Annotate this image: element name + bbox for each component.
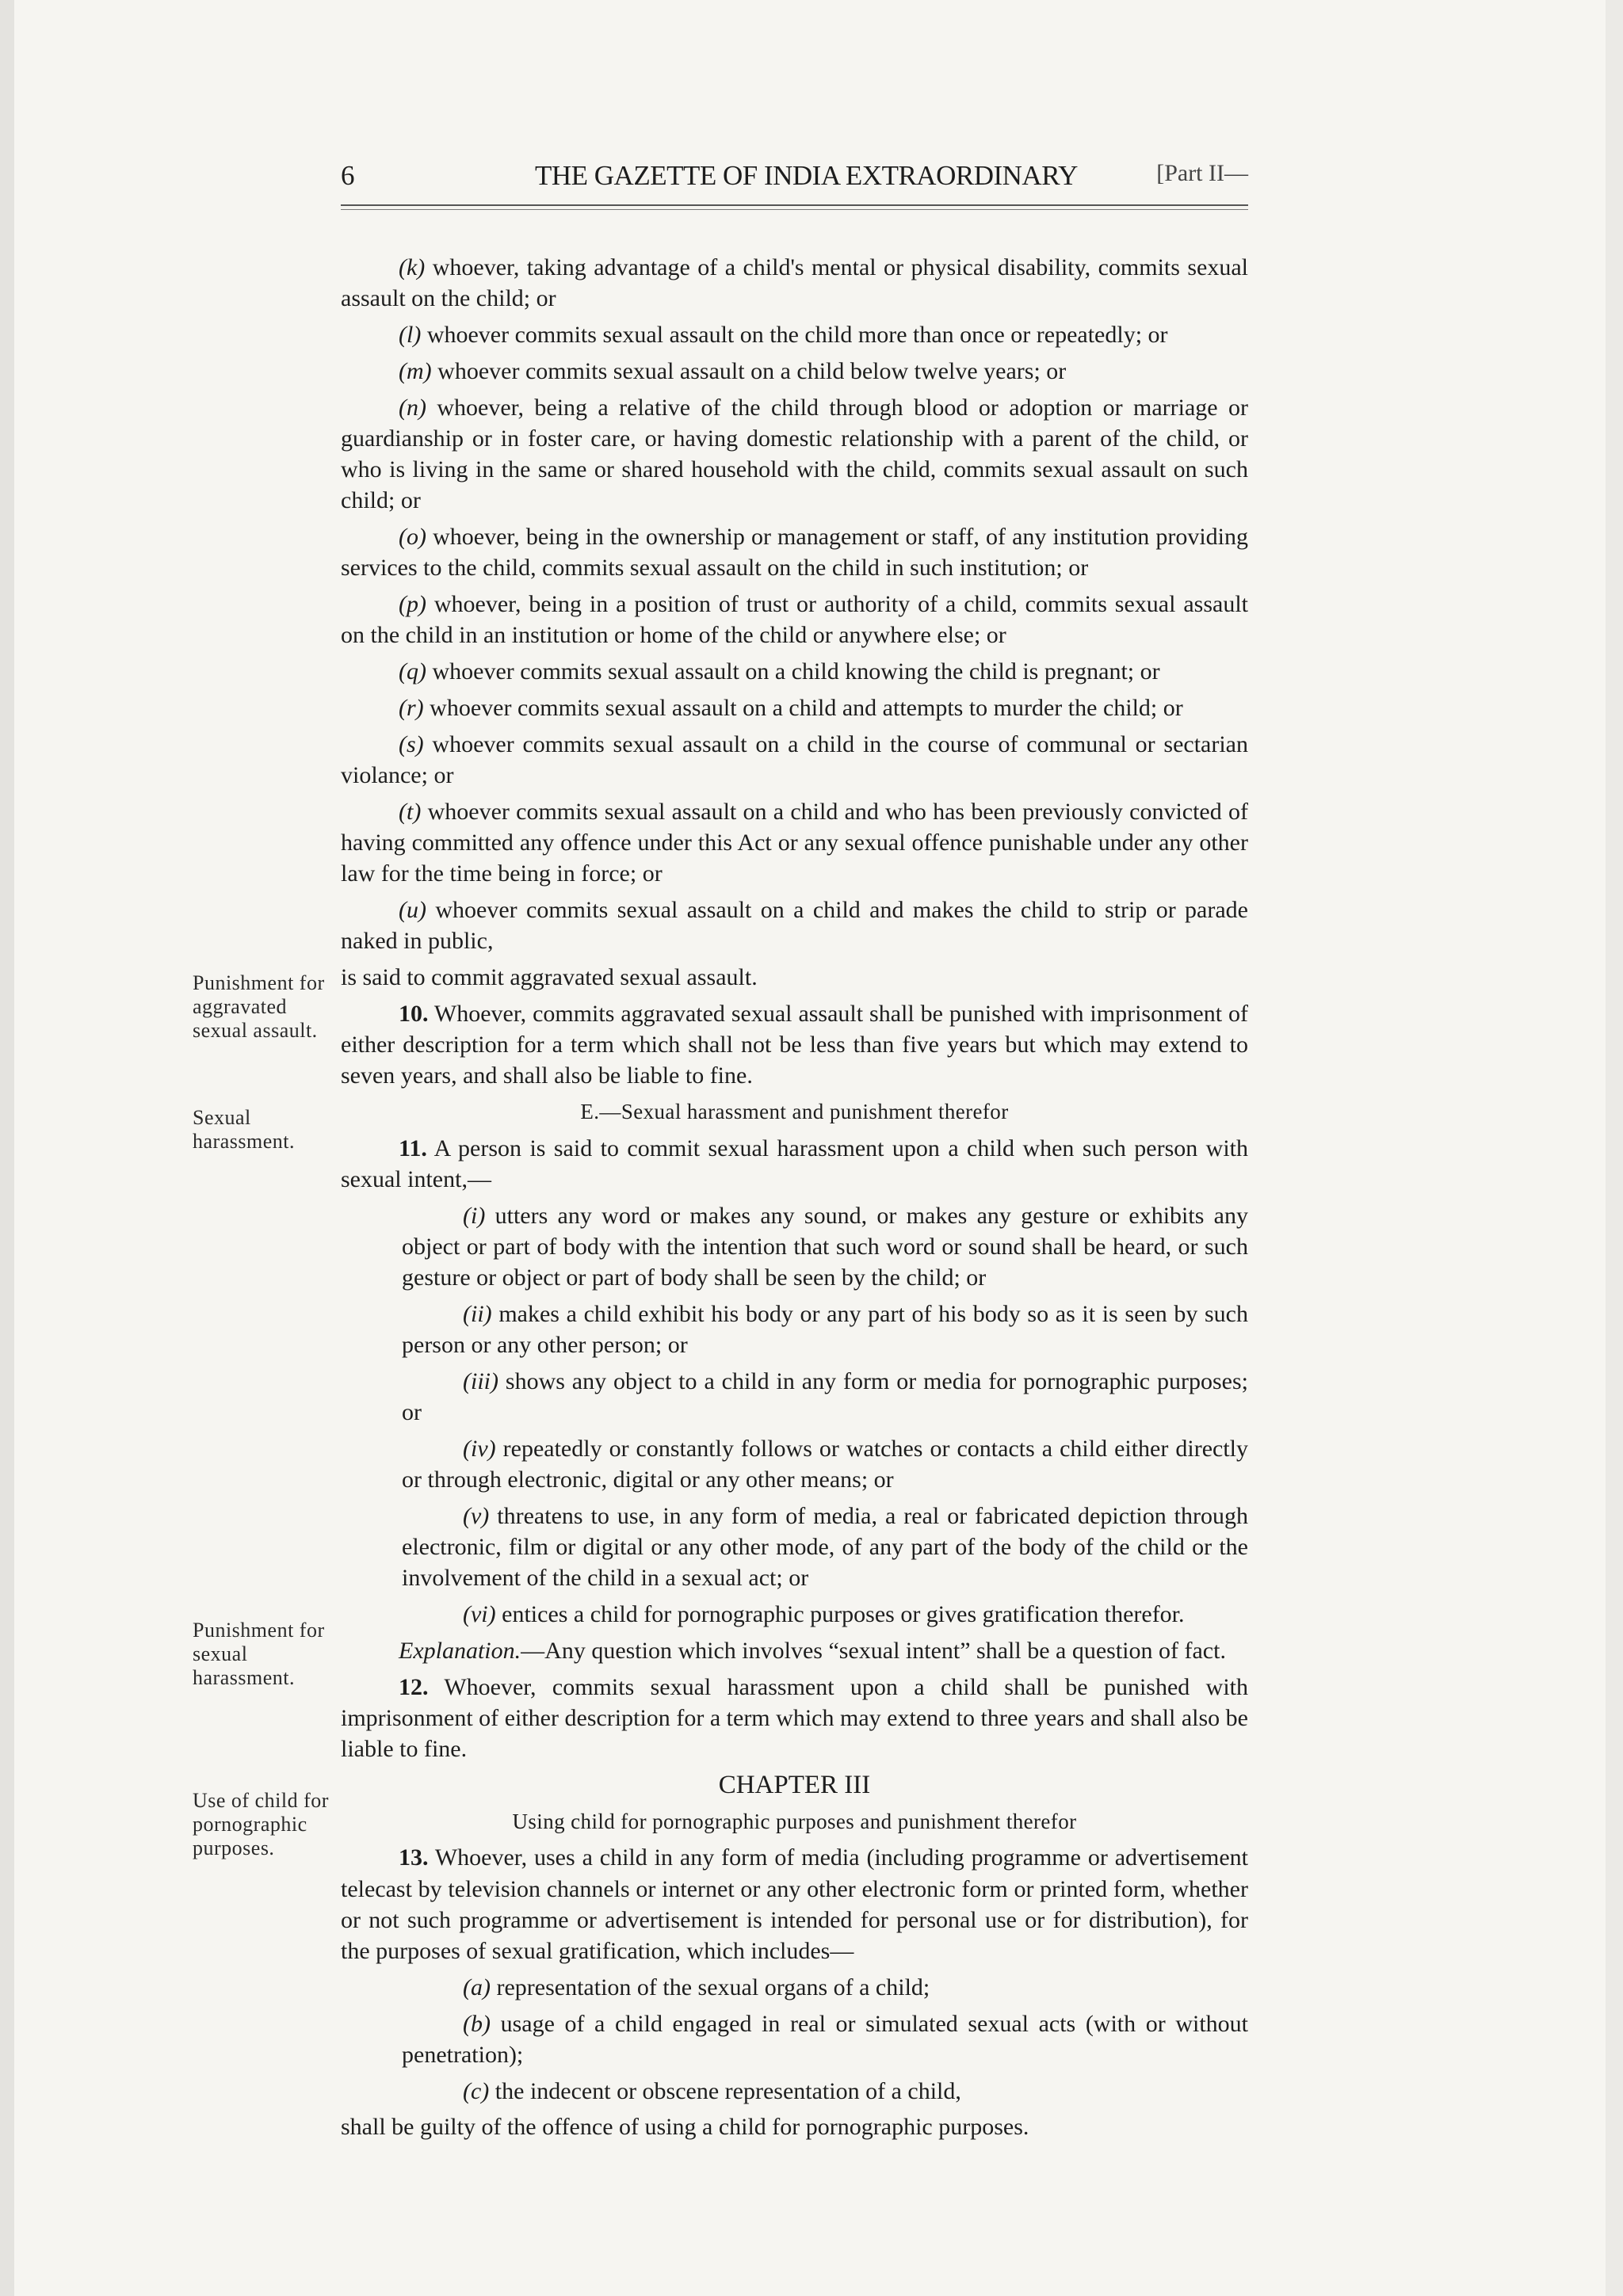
clause-label: (m) <box>399 357 432 384</box>
clause-t <box>341 796 1248 890</box>
clause-text: representation of the sexual organs of a child; <box>490 1974 930 2000</box>
clause-label: (q) <box>399 658 426 685</box>
chapter-subtitle: Using child for pornographic purposes and punishment therefor <box>512 1809 1077 1833</box>
section-11-item-i <box>341 1200 1248 1294</box>
header-rule <box>341 204 1248 206</box>
clause-label: (vi) <box>463 1601 496 1627</box>
clause-label: (n) <box>399 394 426 421</box>
clause-text: Whoever, commits sexual harassment upon a child shall be punished with imprisonment of either description for a term which may extend to three years and shall also be liable to fine. <box>341 1673 1248 1762</box>
section-13 <box>341 1842 1248 1966</box>
clause-label: (l) <box>399 322 422 348</box>
clause-q <box>341 656 1248 687</box>
clause-text: makes a child exhibit his body or any part of his body so as it is seen by such person or any other person; or <box>402 1300 1248 1358</box>
clause-text: entices a child for pornographic purposes or gives gratification therefor. <box>495 1601 1185 1627</box>
section-12 <box>341 1672 1248 1765</box>
clause-text: usage of a child engaged in real or simulated sexual acts (with or without penetration); <box>402 2010 1248 2068</box>
clause-text: whoever, taking advantage of a child's mental or physical disability, commits sexual assault on the child; or <box>341 254 1248 312</box>
section-11-item-iii <box>341 1366 1248 1428</box>
clause-text: A person is said to commit sexual harassment upon a child when such person with sexual intent,— <box>341 1135 1248 1192</box>
clause-label: (k) <box>399 254 426 280</box>
clause-u <box>341 894 1248 956</box>
section-11-item-v <box>341 1501 1248 1594</box>
clause-label: (p) <box>399 591 426 617</box>
clause-text: whoever, being a relative of the child through blood or adoption or marriage or guardianship or in foster care, or having domestic relationship with a parent of the child, or who is living in the same or shared household with the child, commits sexual assault on such child; or <box>341 394 1248 514</box>
clause-label: (b) <box>463 2010 491 2037</box>
section-11-item-iv <box>341 1433 1248 1495</box>
clause-text: threatens to use, in any form of media, a real or fabricated depiction through electronic, film or digital or any other mode, of any part of the body of the child or the involvement of the child in a sexual act; or <box>402 1502 1248 1592</box>
clause-label: Explanation. <box>399 1637 521 1664</box>
clause-text: —Any question which involves “sexual intent” shall be a question of fact. <box>521 1637 1226 1664</box>
clause-text: Whoever, commits aggravated sexual assault shall be punished with imprisonment of either description for a term which shall not be less than five years but which may extend to seven years, and shall also be liable to fine. <box>341 1000 1248 1089</box>
clause-o <box>341 521 1248 583</box>
clause-n <box>341 392 1248 517</box>
clause-label: (ii) <box>463 1300 492 1327</box>
clause-text: repeatedly or constantly follows or watches or contacts a child either directly or through electronic, digital or any other means; or <box>402 1435 1248 1493</box>
clause-label: (r) <box>399 694 424 721</box>
header-rule-thin <box>341 209 1248 210</box>
section-11-item-ii <box>341 1299 1248 1360</box>
heading-e: E.—Sexual harassment and punishment therefor <box>580 1099 1009 1123</box>
clause-text: whoever commits sexual assault on a child and makes the child to strip or parade naked in public, <box>341 896 1248 954</box>
clause-l <box>341 319 1248 350</box>
page-number: 6 <box>341 160 355 191</box>
clause-label: (v) <box>463 1502 490 1529</box>
clause-label: (iii) <box>463 1367 498 1394</box>
clause-text: whoever commits sexual assault on a child and attempts to murder the child; or <box>423 694 1183 721</box>
clause-label: (t) <box>399 798 422 825</box>
clause-text: Whoever, uses a child in any form of media (including programme or advertisement telecast by television channels or internet or any other electronic form or printed form, whether or not such programme or advertisement is intended for personal use or for distribution), for the purposes of sexual gratification, which includes— <box>341 1844 1248 1964</box>
gazette-title: THE GAZETTE OF INDIA EXTRAORDINARY <box>535 160 1078 191</box>
section-13-item-b <box>341 2008 1248 2070</box>
margin-note-section-11: Sexual harassment. <box>193 1106 295 1153</box>
clause-text: whoever commits sexual assault on a child and who has been previously convicted of having committed any offence under this Act or any sexual offence punishable under any other law for the time being in force; or <box>341 798 1248 887</box>
clause-label: (o) <box>399 524 426 550</box>
clause-m <box>341 356 1248 387</box>
margin-note-section-13: Use of child for pornographic purposes. <box>193 1789 329 1859</box>
section-11-explanation <box>341 1635 1248 1666</box>
clause-p <box>341 589 1248 650</box>
clause-text: whoever, being in a position of trust or authority of a child, commits sexual assault on the child in an institution or home of the child or anywhere else; or <box>341 591 1248 649</box>
section-9-closing: is said to commit aggravated sexual assault. <box>341 963 758 990</box>
margin-note-section-12: Punishment for sexual harassment. <box>193 1619 325 1689</box>
clause-label: (iv) <box>463 1435 496 1462</box>
chapter-title: CHAPTER III <box>718 1770 871 1799</box>
clause-text: whoever commits sexual assault on a child in the course of communal or sectarian violance; or <box>341 730 1248 788</box>
section-number: 10. <box>399 1000 429 1027</box>
clause-label: (i) <box>463 1202 486 1229</box>
section-13-item-c <box>341 2076 1248 2107</box>
margin-note-section-10: Punishment for aggravated sexual assault. <box>193 971 325 1042</box>
section-13-closing: shall be guilty of the offence of using a child for pornographic purposes. <box>341 2114 1029 2141</box>
clause-text: whoever, being in the ownership or management or staff, of any institution providing services to the child, commits sexual assault on the child in such institution; or <box>341 524 1248 582</box>
clause-s <box>341 729 1248 791</box>
clause-r <box>341 692 1248 723</box>
scan-left-edge <box>0 0 14 2296</box>
section-13-item-a <box>341 1972 1248 2003</box>
clause-label: (a) <box>463 1974 491 2000</box>
clause-text: the indecent or obscene representation of a child, <box>489 2077 961 2104</box>
section-10 <box>341 998 1248 1092</box>
scan-right-edge <box>1606 0 1623 2296</box>
clause-text: shows any object to a child in any form or media for pornographic purposes; or <box>402 1367 1248 1425</box>
section-number: 13. <box>399 1844 429 1871</box>
clause-text: utters any word or makes any sound, or makes any gesture or exhibits any object or part of body with the intention that such word or sound shall be heard, or such gesture or object or part of body shall be seen by the child; or <box>402 1202 1248 1291</box>
section-number: 12. <box>399 1673 429 1700</box>
clause-text: whoever commits sexual assault on the child more than once or repeatedly; or <box>421 322 1168 348</box>
section-11-item-vi <box>341 1599 1248 1630</box>
clause-k <box>341 252 1248 314</box>
body-text <box>341 252 1248 2148</box>
part-label: [Part II— <box>1156 160 1248 186</box>
section-11 <box>341 1133 1248 1195</box>
clause-label: (s) <box>399 730 424 757</box>
clause-text: whoever commits sexual assault on a child below twelve years; or <box>431 357 1067 384</box>
clause-label: (u) <box>399 896 426 923</box>
clause-label: (c) <box>463 2077 490 2104</box>
section-number: 11. <box>399 1135 427 1161</box>
clause-text: whoever commits sexual assault on a child knowing the child is pregnant; or <box>426 658 1160 685</box>
page-header <box>341 157 1248 196</box>
